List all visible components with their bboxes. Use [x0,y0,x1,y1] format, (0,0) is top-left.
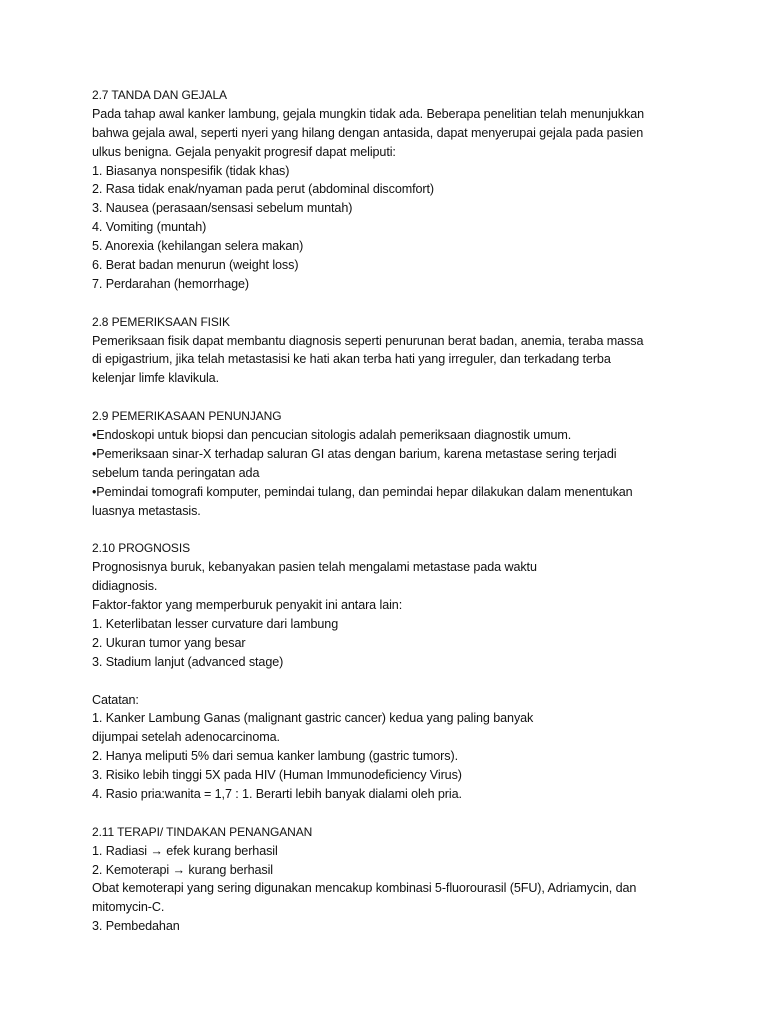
bullet-item: •Endoskopi untuk biopsi dan pencucian sitologis adalah pemeriksaan diagnostik umum. [92,428,572,443]
paragraph-line: ulkus benigna. Gejala penyakit progresif dapat meliputi: [92,144,396,159]
paragraph-line: Prognosisnya buruk, kebanyakan pasien telah mengalami metastase pada waktu [92,560,537,575]
section-heading-tanda-gejala: 2.7 TANDA DAN GEJALA [92,88,227,102]
paragraph-line: sebelum tanda peringatan ada [92,465,260,480]
paragraph-line: Pada tahap awal kanker lambung, gejala mungkin tidak ada. Beberapa penelitian telah menunjukkan [92,106,645,121]
list-item: 2. Kemoterapi → kurang berhasil [92,862,274,877]
list-item: 2. Ukuran tumor yang besar [92,635,246,650]
paragraph-line: bahwa gejala awal, seperti nyeri yang hilang dengan antasida, dapat menyerupai gejala pada pasien [92,125,644,140]
list-item: 2. Hanya meliputi 5% dari semua kanker lambung (gastric tumors). [92,749,458,764]
list-item: 5. Anorexia (kehilangan selera makan) [92,239,304,254]
list-item: 6. Berat badan menurun (weight loss) [92,258,299,273]
paragraph-line: di epigastrium, jika telah metastasisi ke hati akan terba hati yang irreguler, dan terkadang terba [92,352,611,367]
list-item: 3. Pembedahan [92,919,180,934]
blank-line [92,804,692,823]
list-item: 1. Biasanya nonspesifik (tidak khas) [92,163,290,178]
section-heading-pemeriksaan-fisik: 2.8 PEMERIKSAAN FISIK [92,314,230,329]
blank-line [92,672,692,691]
blank-line [92,520,692,539]
section-heading-catatan: Catatan: [92,692,139,707]
paragraph-line: dijumpai setelah adenocarcinoma. [92,730,280,745]
document-page [92,86,692,936]
blank-line [92,294,692,313]
list-item: 1. Kanker Lambung Ganas (malignant gastric cancer) kedua yang paling banyak [92,711,534,726]
list-item: 2. Rasa tidak enak/nyaman pada perut (abdominal discomfort) [92,182,435,197]
paragraph-line: luasnya metastasis. [92,503,201,518]
paragraph-line: mitomycin-C. [92,900,165,915]
paragraph-line: Pemeriksaan fisik dapat membantu diagnosis seperti penurunan berat badan, anemia, teraba massa [92,333,644,348]
bullet-item: •Pemindai tomografi komputer, pemindai tulang, dan pemindai hepar dilakukan dalam menentukan [92,484,633,499]
list-item: 4. Vomiting (muntah) [92,220,207,235]
paragraph-line: Faktor-faktor yang memperburuk penyakit ini antara lain: [92,598,403,613]
paragraph-line: kelenjar limfe klavikula. [92,371,219,386]
section-heading-pemeriksaan-penunjang: 2.9 PEMERIKASAAN PENUNJANG [92,409,282,424]
section-heading-prognosis: 2.10 PROGNOSIS [92,541,190,556]
list-item: 4. Rasio pria:wanita = 1,7 : 1. Berarti lebih banyak dialami oleh pria. [92,786,462,801]
list-item: 1. Keterlibatan lesser curvature dari lambung [92,616,339,631]
section-heading-terapi: 2.11 TERAPI/ TINDAKAN PENANGANAN [92,824,313,839]
bullet-item: •Pemeriksaan sinar-X terhadap saluran GI atas dengan barium, karena metastase sering terjadi [92,446,617,461]
blank-line [92,388,692,407]
list-item: 3. Nausea (perasaan/sensasi sebelum muntah) [92,201,353,216]
list-item: 1. Radiasi → efek kurang berhasil [92,843,278,858]
paragraph-line: Obat kemoterapi yang sering digunakan mencakup kombinasi 5-fluorourasil (5FU), Adriamycin, dan [92,881,637,896]
paragraph-line: didiagnosis. [92,579,158,594]
list-item: 3. Stadium lanjut (advanced stage) [92,654,284,669]
list-item: 7. Perdarahan (hemorrhage) [92,276,250,291]
list-item: 3. Risiko lebih tinggi 5X pada HIV (Human Immunodeficiency Virus) [92,768,462,783]
